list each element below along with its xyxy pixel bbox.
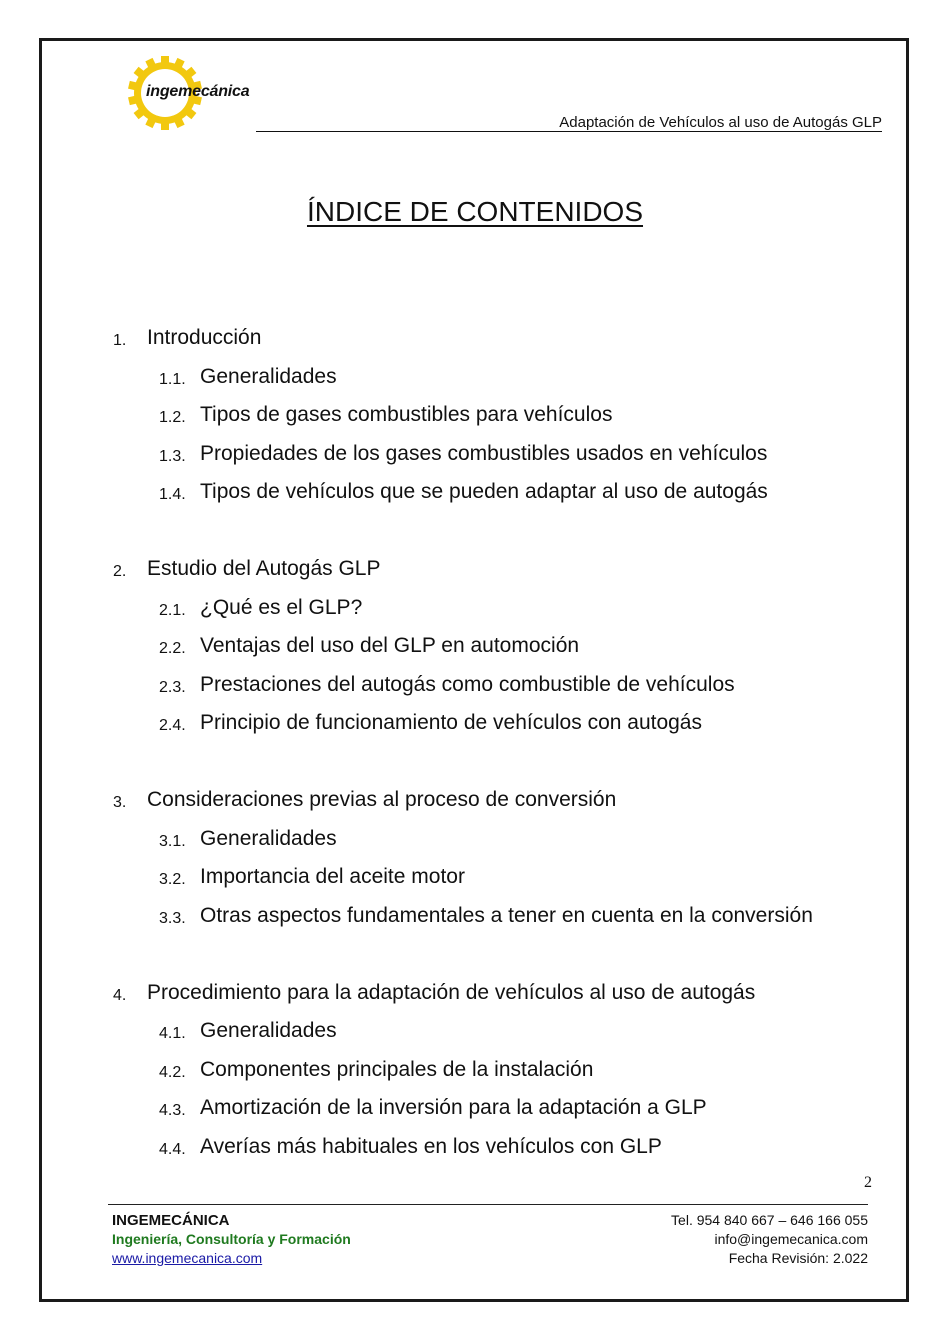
toc-number: 1. xyxy=(113,332,127,349)
page-number: 2 xyxy=(864,1174,872,1191)
toc-label: Averías más habituales en los vehículos con GLP xyxy=(200,1134,662,1158)
footer-email[interactable]: info@ingemecanica.com xyxy=(714,1231,868,1247)
footer-phone: Tel. 954 840 667 – 646 166 055 xyxy=(671,1212,868,1228)
toc-number: 2. xyxy=(113,563,127,580)
footer-company: INGEMECÁNICA xyxy=(112,1212,230,1229)
footer-left xyxy=(112,1211,351,1268)
toc-number: 2.3. xyxy=(159,678,186,696)
toc-number: 3.1. xyxy=(159,832,186,850)
toc-label: Generalidades xyxy=(200,1019,337,1042)
footer-website-link[interactable]: www.ingemecanica.com xyxy=(112,1250,263,1266)
toc-number: 1.4. xyxy=(159,486,186,503)
toc-label: Importancia del aceite motor xyxy=(200,865,465,888)
header-rule xyxy=(256,131,882,132)
toc-number: 4.1. xyxy=(159,1025,186,1042)
header-document-subject: Adaptación de Vehículos al uso de Autogás GLP xyxy=(559,114,882,131)
toc-number: 4.2. xyxy=(159,1063,186,1081)
toc-number: 3.3. xyxy=(159,909,186,927)
toc-label: Tipos de gases combustibles para vehículos xyxy=(200,403,613,426)
footer-rule xyxy=(108,1204,868,1205)
toc-label: Ventajas del uso del GLP en automoción xyxy=(200,634,580,657)
toc-number: 1.3. xyxy=(159,447,186,465)
toc-label: Prestaciones del autogás como combustible de vehículos xyxy=(200,672,735,696)
page-title-text: ÍNDICE DE CONTENIDOS xyxy=(306,196,644,227)
footer-tagline: Ingeniería, Consultoría y Formación xyxy=(112,1231,351,1247)
toc-number: 4.4. xyxy=(159,1140,186,1158)
toc-label: Consideraciones previas al proceso de conversión xyxy=(147,788,617,811)
toc-number: 4. xyxy=(113,986,127,1004)
toc-number: 2.4. xyxy=(159,717,186,734)
toc-label: Generalidades xyxy=(200,826,337,850)
toc-label: Estudio del Autogás GLP xyxy=(147,557,381,580)
toc-number: 3.2. xyxy=(159,871,186,888)
toc-label: Propiedades de los gases combustibles usados en vehículos xyxy=(200,441,768,465)
toc-number: 1.1. xyxy=(159,370,186,388)
toc-label: Componentes principales de la instalación xyxy=(200,1057,594,1081)
toc-label: Otras aspectos fundamentales a tener en cuenta en la conversión xyxy=(200,903,813,927)
toc-label: Generalidades xyxy=(200,364,337,388)
footer-revision: Fecha Revisión: 2.022 xyxy=(728,1250,868,1266)
toc-number: 3. xyxy=(113,794,127,811)
toc-number: 1.2. xyxy=(159,409,186,426)
company-logo xyxy=(128,56,264,130)
toc-label: Amortización de la inversión para la adaptación a GLP xyxy=(200,1096,707,1119)
toc-label: Principio de funcionamiento de vehículos con autogás xyxy=(200,711,702,734)
toc-number: 2.1. xyxy=(159,601,186,619)
toc-number: 4.3. xyxy=(159,1102,186,1119)
logo-text: ingemecánica xyxy=(146,83,250,100)
toc-label: Procedimiento para la adaptación de vehículos al uso de autogás xyxy=(147,980,756,1004)
toc-number: 2.2. xyxy=(159,640,186,657)
toc-label: Tipos de vehículos que se pueden adaptar al uso de autogás xyxy=(200,480,768,503)
toc-label: ¿Qué es el GLP? xyxy=(200,595,363,619)
page-title xyxy=(0,196,950,228)
toc-label: Introducción xyxy=(147,326,262,349)
footer-right xyxy=(671,1211,868,1268)
